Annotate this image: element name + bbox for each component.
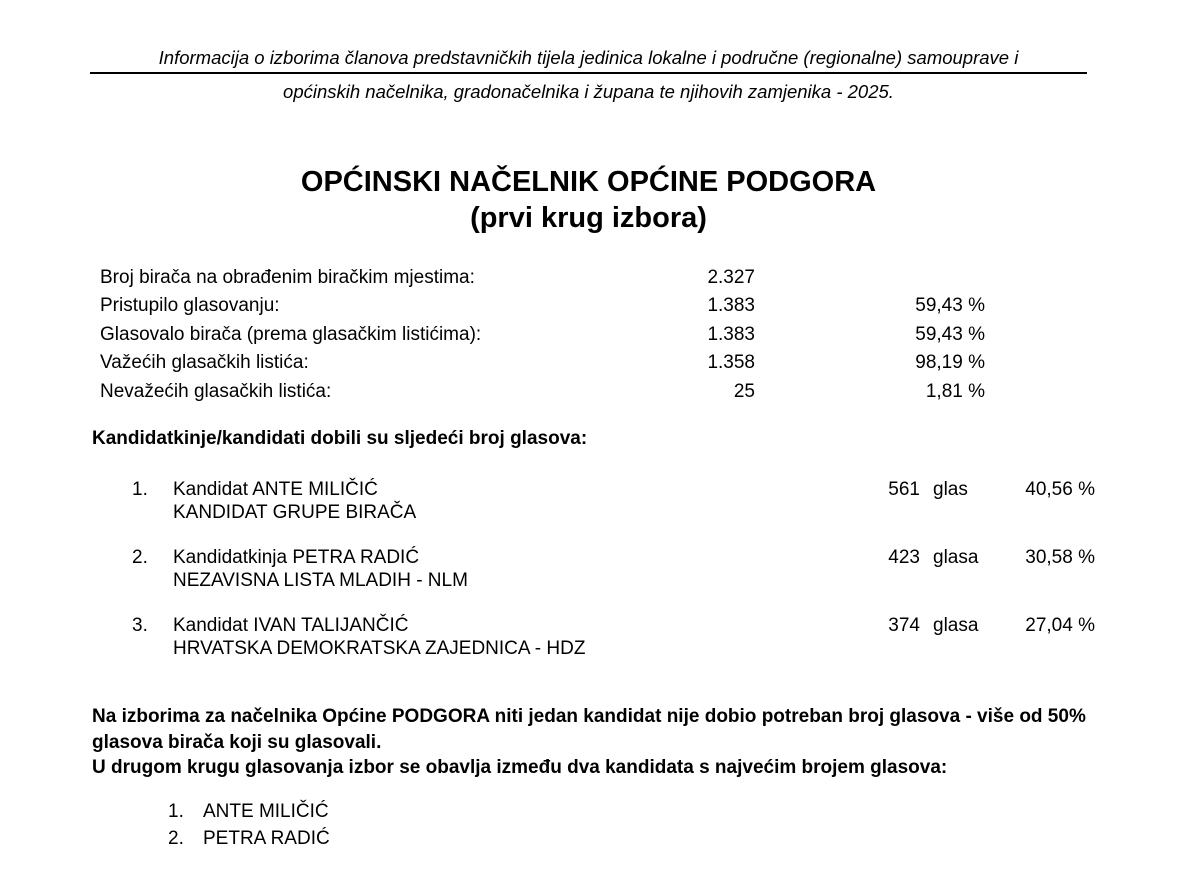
- candidate-votes-count: 561: [888, 479, 920, 501]
- candidate-votes-percent: 30,58 %: [1025, 547, 1095, 569]
- runoff-candidate-row: [168, 798, 1200, 825]
- document-header-note: [90, 46, 1087, 104]
- page-title: [90, 164, 1087, 236]
- stats-row: [100, 349, 985, 377]
- candidate-name-block: [173, 614, 825, 660]
- runoff-note-paragraph-2: U drugom krugu glasovanja izbor se obavlja između dva kandidata s najvećim brojem glasova:: [92, 757, 948, 779]
- stats-row: [100, 321, 985, 349]
- stat-label: Nevažećih glasačkih listića:: [100, 380, 332, 402]
- stat-percent: 59,43 %: [915, 295, 985, 317]
- stats-row: [100, 378, 985, 406]
- stat-value: 2.327: [707, 267, 755, 288]
- stat-label: Pristupilo glasovanju:: [100, 295, 280, 317]
- runoff-explanation-note: [92, 704, 1092, 781]
- stat-value: 25: [733, 380, 755, 402]
- stat-percent: 98,19 %: [915, 352, 985, 374]
- candidate-ordinal: 3.: [132, 615, 148, 637]
- runoff-candidate-row: [168, 825, 1200, 852]
- candidate-name: Kandidat IVAN TALIJANČIĆ: [173, 615, 409, 637]
- stat-value: 1.383: [707, 323, 755, 345]
- candidate-votes-percent: 27,04 %: [1025, 615, 1095, 637]
- stat-label: Glasovalo birača (prema glasačkim listićima):: [100, 323, 482, 345]
- candidate-votes-unit: glasa: [933, 547, 979, 569]
- candidate-list-name: KANDIDAT GRUPE BIRAČA: [173, 502, 417, 524]
- page-title-subtitle: (prvi krug izbora): [470, 202, 707, 234]
- candidate-result-row: [132, 546, 1095, 592]
- stat-value: 1.383: [707, 295, 755, 317]
- stat-label: Broj birača na obrađenim biračkim mjestima:: [100, 267, 475, 288]
- stats-row: [100, 264, 985, 292]
- candidates-results-list: [132, 478, 1095, 660]
- candidate-votes-unit: glasa: [933, 615, 979, 637]
- candidate-name: Kandidatkinja PETRA RADIĆ: [173, 547, 420, 569]
- runoff-candidate-name: ANTE MILIČIĆ: [203, 800, 329, 822]
- runoff-candidate-name: PETRA RADIĆ: [203, 827, 330, 849]
- candidate-result-row: [132, 478, 1095, 524]
- runoff-candidates-list: [168, 798, 1200, 852]
- candidate-votes-count: 374: [888, 615, 920, 637]
- stat-label: Važećih glasačkih listića:: [100, 352, 309, 374]
- candidate-name-block: [173, 478, 825, 524]
- candidate-result-row: [132, 614, 1095, 660]
- candidate-votes-count: 423: [888, 547, 920, 569]
- candidate-name-block: [173, 546, 825, 592]
- candidate-ordinal: 2.: [132, 547, 148, 569]
- page-title-line1: OPĆINSKI NAČELNIK OPĆINE PODGORA: [300, 166, 877, 198]
- candidate-votes-unit: glas: [933, 479, 968, 501]
- candidate-name: Kandidat ANTE MILIČIĆ: [173, 479, 378, 501]
- header-note-line1: Informacija o izborima članova predstavničkih tijela jedinica lokalne i područne (regionalne) samouprave i: [90, 46, 1087, 74]
- voting-stats-table: [100, 264, 985, 406]
- candidates-section-heading: Kandidatkinje/kandidati dobili su sljedeći broj glasova:: [92, 428, 588, 450]
- candidate-votes-percent: 40,56 %: [1025, 479, 1095, 501]
- runoff-candidate-ordinal: 2.: [168, 827, 184, 849]
- stat-percent: 59,43 %: [915, 323, 985, 345]
- candidate-ordinal: 1.: [132, 479, 148, 501]
- runoff-note-paragraph-1: Na izborima za načelnika Općine PODGORA niti jedan kandidat nije dobio potreban broj glasova - više od 50% glasova birača koji su glasovali.: [92, 706, 1086, 753]
- header-note-line2: općinskih načelnika, gradonačelnika i župana te njihovih zamjenika - 2025.: [283, 81, 894, 102]
- runoff-candidate-ordinal: 1.: [168, 800, 184, 822]
- stats-row: [100, 292, 985, 320]
- stat-value: 1.358: [707, 352, 755, 374]
- stat-percent: [755, 264, 985, 292]
- candidate-list-name: NEZAVISNA LISTA MLADIH - NLM: [173, 570, 468, 592]
- candidate-list-name: HRVATSKA DEMOKRATSKA ZAJEDNICA - HDZ: [173, 638, 586, 660]
- stat-percent: 1,81 %: [925, 380, 985, 402]
